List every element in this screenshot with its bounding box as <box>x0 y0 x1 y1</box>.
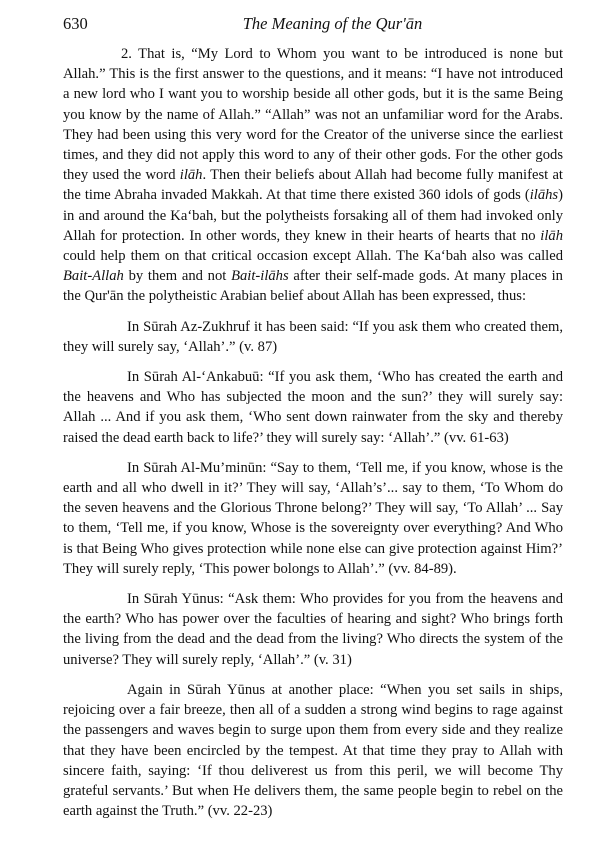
paragraph <box>63 680 563 821</box>
paragraph <box>63 367 563 448</box>
italic-term: ilāh <box>179 167 203 184</box>
text-run: by them and not <box>123 268 232 285</box>
paragraph <box>63 458 563 579</box>
text-run: after their self-made gods. At many places in the Qur'ān the polytheistic Arabian belief about Allah has been expressed, thus: <box>63 268 563 305</box>
running-title: The Meaning of the Qur'ān <box>242 14 423 33</box>
text-run: ) in and around the Ka‘bah, but the polytheists forsaking all of them had invoked only Allah for protection. In other words, they knew in their hearts of hearts that no <box>63 187 563 244</box>
text-run: . Then their beliefs about Allah had become fully manifest at the time Abraha invaded Makkah. At that time there existed 360 idols of gods ( <box>63 167 563 204</box>
paragraph <box>63 317 563 357</box>
text-run: could help them on that critical occasion except Allah. The Ka‘bah also was called <box>63 248 563 265</box>
text-run: Again in Sūrah Yūnus at another place: “When you set sails in ships, rejoicing over a fair breeze, then all of a sudden a strong wind begins to rage against the passengers and waves begin to surge upon them from every side and they realize that they have been encircled by the tempest. At that time they pray to Allah with sincere faith, saying: ‘If thou deliverest us from this peril, we will become Thy grateful servants.’ But when He delivers them, the same people begin to rebel on the earth against the Truth.” (vv. 22-23) <box>63 681 563 820</box>
body-text <box>63 44 563 821</box>
italic-term: Bait-ilāhs <box>231 268 289 285</box>
paragraph <box>63 44 563 307</box>
italic-term: ilāhs <box>529 187 559 204</box>
italic-term: Bait-Allah <box>63 268 124 285</box>
page-number: 630 <box>63 14 88 33</box>
text-run: In Sūrah Yūnus: “Ask them: Who provides for you from the heavens and the earth? Who has power over the faculties of hearing and sight? Who brings forth the living from the dead and the dead from the living? Who directs the system of the universe? They will surely reply, ‘Allah’.” (v. 31) <box>63 591 563 668</box>
text-run: 2. That is, “My Lord to Whom you want to be introduced is none but Allah.” This is the first answer to the questions, and it means: “I have not introduced a new lord who I want you to worship beside all other gods, but it is the same Being you know by the name of Allah.” “Allah” was not an unfamiliar word for the Arabs. They had been using this very word for the Creator of the universe since the earliest times, and they did not apply this word to any of their other gods. For the other gods they used the word <box>63 46 563 184</box>
text-run: In Sūrah Al-Mu’minūn: “Say to them, ‘Tell me, if you know, whose is the earth and all who dwell in it?’ They will say, ‘Allah’s’... say to them, ‘To Whom do the seven heavens and the Glorious Throne belong?’ They will say, ‘To Allah’ ... Say to them, ‘Tell me, if you know, Whose is the sovereignty over everything? And Who is that Being Who gives protection while none else can give protection against Him?’ They will surely reply, ‘This power bolongs to Allah’.” (vv. 84-89). <box>63 459 563 577</box>
italic-term: ilāh <box>540 227 563 244</box>
text-run: In Sūrah Az-Zukhruf it has been said: “If you ask them who created them, they will surely say, ‘Allah’.” (v. 87) <box>63 318 563 355</box>
text-run: In Sūrah Al-‘Ankabuū: “If you ask them, ‘Who has created the earth and the heavens and Who has subjected the moon and the sun?’ they will surely say: Allah ... And if you ask them, ‘Who sent down rainwater from the sky and thereby raised the dead earth back to life?’ they will surely say: ‘Allah’.” (vv. 61-63) <box>63 369 563 446</box>
paragraph <box>63 589 563 670</box>
page-header <box>63 14 562 38</box>
